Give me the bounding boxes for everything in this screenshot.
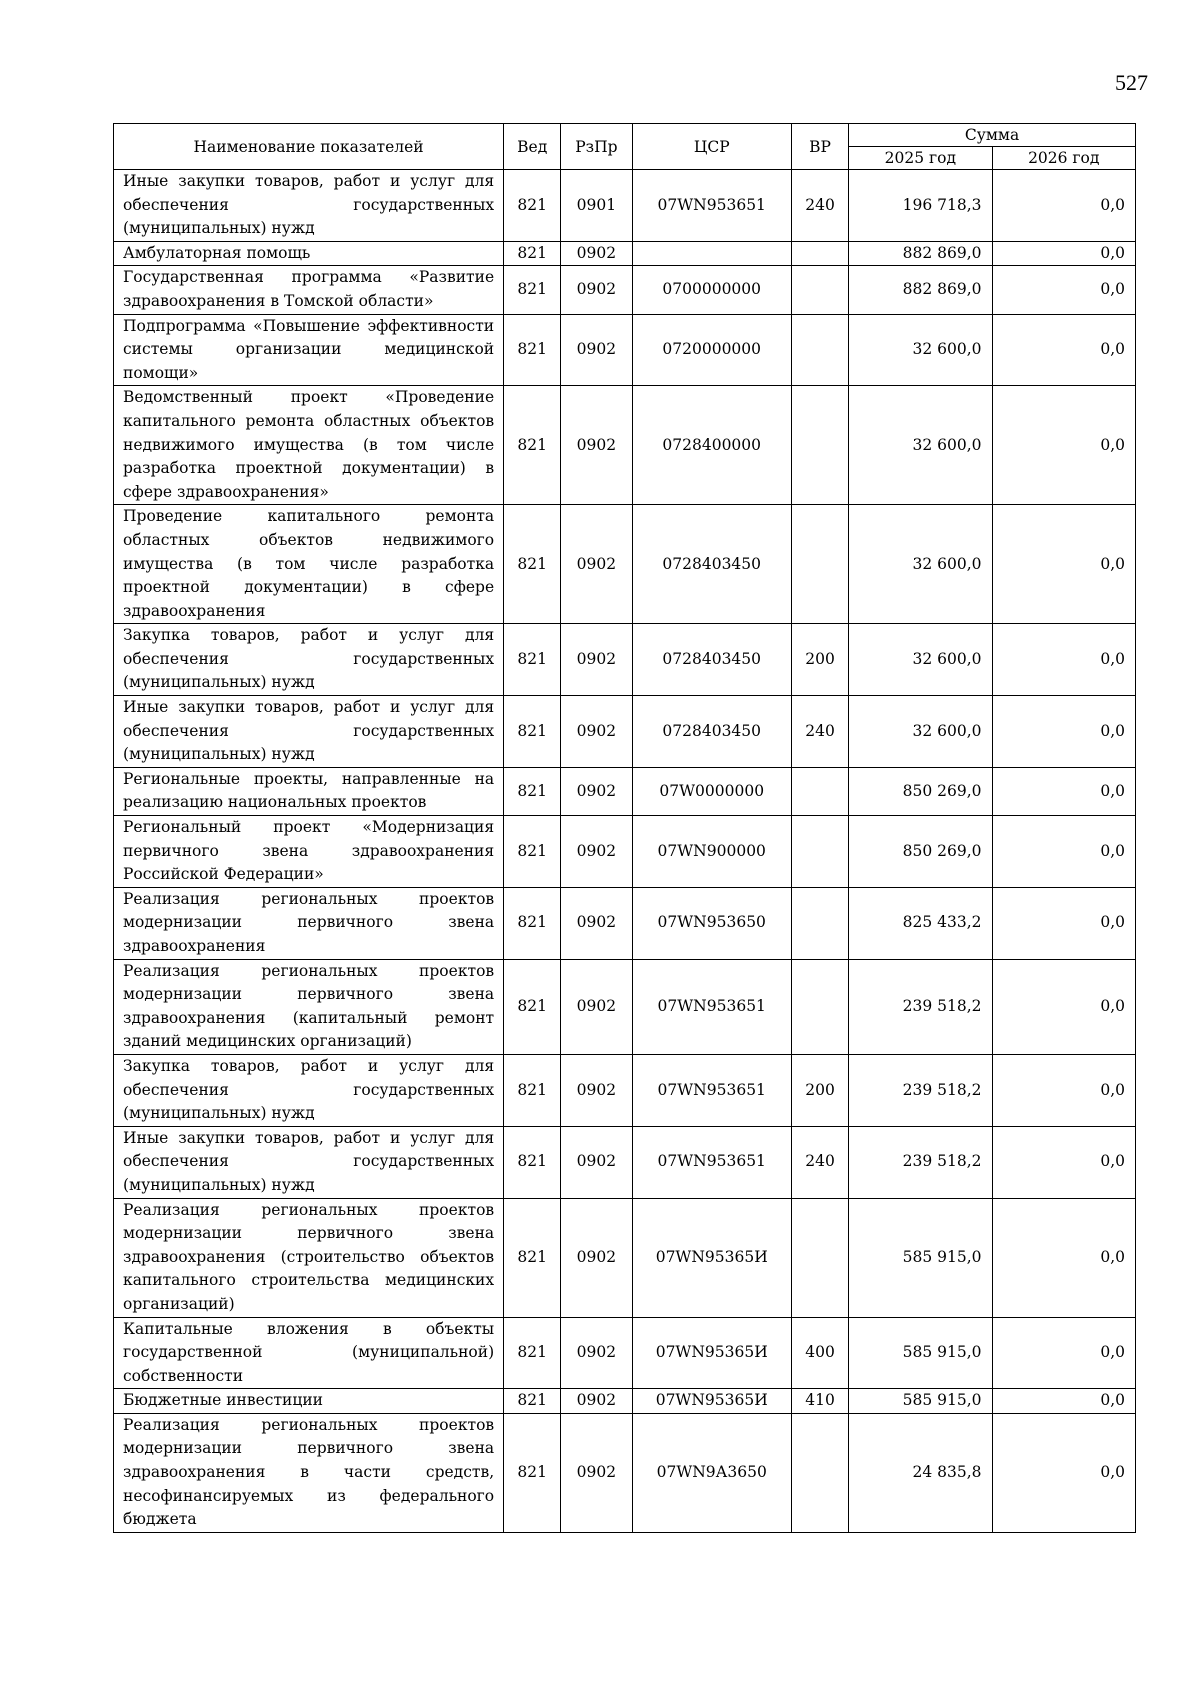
cell-vr [791, 887, 848, 959]
cell-csr: 07WN95365И [632, 1389, 791, 1414]
table-row [114, 696, 1136, 768]
cell-sum-2026: 0,0 [992, 1198, 1135, 1317]
header-sum: Сумма [849, 124, 1136, 147]
cell-rzpr: 0902 [561, 1054, 632, 1126]
cell-rzpr: 0902 [561, 266, 632, 314]
cell-vr [791, 241, 848, 266]
cell-name: Закупка товаров, работ и услуг для обеспечения государственных (муниципальных) нужд [114, 1054, 504, 1126]
cell-ved: 821 [504, 241, 561, 266]
cell-rzpr: 0902 [561, 241, 632, 266]
cell-name: Капитальные вложения в объекты государственной (муниципальной) собственности [114, 1317, 504, 1389]
cell-sum-2025: 32 600,0 [849, 505, 992, 624]
cell-csr: 07WN953651 [632, 959, 791, 1054]
cell-sum-2025: 32 600,0 [849, 386, 992, 505]
cell-ved: 821 [504, 386, 561, 505]
cell-vr [791, 386, 848, 505]
header-name: Наименование показателей [114, 124, 504, 170]
cell-vr [791, 816, 848, 888]
cell-csr: 0700000000 [632, 266, 791, 314]
cell-sum-2025: 239 518,2 [849, 1054, 992, 1126]
cell-rzpr: 0902 [561, 767, 632, 815]
cell-sum-2026: 0,0 [992, 1126, 1135, 1198]
cell-vr: 400 [791, 1317, 848, 1389]
cell-rzpr: 0902 [561, 1126, 632, 1198]
cell-vr [791, 959, 848, 1054]
cell-rzpr: 0902 [561, 505, 632, 624]
table-row [114, 1389, 1136, 1414]
cell-sum-2025: 32 600,0 [849, 624, 992, 696]
cell-name: Реализация региональных проектов модернизации первичного звена здравоохранения (капитальный ремонт зданий медицинских организаций) [114, 959, 504, 1054]
cell-rzpr: 0902 [561, 696, 632, 768]
cell-rzpr: 0902 [561, 1413, 632, 1532]
table-row [114, 505, 1136, 624]
cell-sum-2026: 0,0 [992, 959, 1135, 1054]
cell-name: Иные закупки товаров, работ и услуг для обеспечения государственных (муниципальных) нужд [114, 696, 504, 768]
table-row [114, 887, 1136, 959]
cell-name: Закупка товаров, работ и услуг для обеспечения государственных (муниципальных) нужд [114, 624, 504, 696]
cell-csr: 0720000000 [632, 314, 791, 386]
cell-rzpr: 0902 [561, 624, 632, 696]
cell-name: Реализация региональных проектов модернизации первичного звена здравоохранения (строительство объектов капитального строительства медицинских организаций) [114, 1198, 504, 1317]
cell-name: Ведомственный проект «Проведение капитального ремонта областных объектов недвижимого имущества (в том числе разработка проектной документации) в сфере здравоохранения» [114, 386, 504, 505]
cell-sum-2025: 32 600,0 [849, 696, 992, 768]
cell-sum-2026: 0,0 [992, 1413, 1135, 1532]
cell-name: Региональные проекты, направленные на реализацию национальных проектов [114, 767, 504, 815]
cell-name: Иные закупки товаров, работ и услуг для обеспечения государственных (муниципальных) нужд [114, 170, 504, 242]
cell-csr: 07WN953651 [632, 1126, 791, 1198]
cell-ved: 821 [504, 314, 561, 386]
cell-csr: 07WN900000 [632, 816, 791, 888]
cell-ved: 821 [504, 1413, 561, 1532]
cell-name: Бюджетные инвестиции [114, 1389, 504, 1414]
table-body [114, 170, 1136, 1533]
cell-sum-2025: 850 269,0 [849, 767, 992, 815]
table-row [114, 170, 1136, 242]
cell-csr: 07WN953651 [632, 1054, 791, 1126]
cell-sum-2025: 850 269,0 [849, 816, 992, 888]
cell-csr: 0728403450 [632, 696, 791, 768]
table-row [114, 624, 1136, 696]
cell-vr [791, 266, 848, 314]
cell-vr [791, 1198, 848, 1317]
cell-vr: 200 [791, 624, 848, 696]
cell-sum-2026: 0,0 [992, 386, 1135, 505]
cell-name: Проведение капитального ремонта областных объектов недвижимого имущества (в том числе разработка проектной документации) в сфере здравоохранения [114, 505, 504, 624]
cell-sum-2025: 196 718,3 [849, 170, 992, 242]
cell-sum-2026: 0,0 [992, 241, 1135, 266]
cell-ved: 821 [504, 767, 561, 815]
cell-ved: 821 [504, 816, 561, 888]
cell-rzpr: 0902 [561, 1198, 632, 1317]
cell-rzpr: 0902 [561, 314, 632, 386]
cell-csr: 0728403450 [632, 505, 791, 624]
cell-sum-2026: 0,0 [992, 1317, 1135, 1389]
cell-ved: 821 [504, 887, 561, 959]
cell-vr: 240 [791, 696, 848, 768]
cell-csr: 0728403450 [632, 624, 791, 696]
cell-name: Подпрограмма «Повышение эффективности системы организации медицинской помощи» [114, 314, 504, 386]
table-row [114, 959, 1136, 1054]
cell-sum-2026: 0,0 [992, 887, 1135, 959]
cell-ved: 821 [504, 696, 561, 768]
cell-vr: 240 [791, 170, 848, 242]
cell-ved: 821 [504, 624, 561, 696]
cell-sum-2026: 0,0 [992, 266, 1135, 314]
cell-sum-2025: 239 518,2 [849, 959, 992, 1054]
cell-ved: 821 [504, 1389, 561, 1414]
table-row [114, 1054, 1136, 1126]
cell-sum-2025: 585 915,0 [849, 1198, 992, 1317]
cell-rzpr: 0902 [561, 386, 632, 505]
header-csr: ЦСР [632, 124, 791, 170]
cell-sum-2025: 882 869,0 [849, 241, 992, 266]
cell-name: Региональный проект «Модернизация первичного звена здравоохранения Российской Федерации» [114, 816, 504, 888]
cell-ved: 821 [504, 170, 561, 242]
table-row [114, 241, 1136, 266]
cell-sum-2026: 0,0 [992, 505, 1135, 624]
cell-sum-2026: 0,0 [992, 1389, 1135, 1414]
cell-rzpr: 0902 [561, 1389, 632, 1414]
cell-sum-2025: 585 915,0 [849, 1389, 992, 1414]
cell-sum-2025: 24 835,8 [849, 1413, 992, 1532]
cell-ved: 821 [504, 1054, 561, 1126]
cell-ved: 821 [504, 266, 561, 314]
cell-sum-2025: 882 869,0 [849, 266, 992, 314]
table-row [114, 1413, 1136, 1532]
cell-rzpr: 0902 [561, 816, 632, 888]
table-row [114, 386, 1136, 505]
cell-csr: 0728400000 [632, 386, 791, 505]
page-number: 527 [1115, 70, 1148, 95]
cell-name: Реализация региональных проектов модернизации первичного звена здравоохранения в части средств, несофинансируемых из федерального бюджета [114, 1413, 504, 1532]
cell-ved: 821 [504, 505, 561, 624]
cell-vr [791, 767, 848, 815]
cell-csr: 07WN95365И [632, 1198, 791, 1317]
cell-name: Реализация региональных проектов модернизации первичного звена здравоохранения [114, 887, 504, 959]
cell-name: Иные закупки товаров, работ и услуг для обеспечения государственных (муниципальных) нужд [114, 1126, 504, 1198]
table-row [114, 1126, 1136, 1198]
budget-table [113, 123, 1136, 1533]
cell-vr: 200 [791, 1054, 848, 1126]
cell-ved: 821 [504, 1126, 561, 1198]
header-year-2026: 2026 год [992, 147, 1135, 170]
header-ved: Вед [504, 124, 561, 170]
header-year-2025: 2025 год [849, 147, 992, 170]
cell-csr: 07WN9А3650 [632, 1413, 791, 1532]
cell-vr [791, 1413, 848, 1532]
cell-sum-2026: 0,0 [992, 767, 1135, 815]
cell-ved: 821 [504, 1317, 561, 1389]
cell-vr: 410 [791, 1389, 848, 1414]
cell-csr: 07WN953650 [632, 887, 791, 959]
cell-name: Государственная программа «Развитие здравоохранения в Томской области» [114, 266, 504, 314]
cell-rzpr: 0902 [561, 959, 632, 1054]
table-header [114, 124, 1136, 170]
cell-csr [632, 241, 791, 266]
cell-rzpr: 0901 [561, 170, 632, 242]
cell-ved: 821 [504, 1198, 561, 1317]
cell-rzpr: 0902 [561, 887, 632, 959]
table-row [114, 314, 1136, 386]
table-row [114, 767, 1136, 815]
cell-sum-2025: 239 518,2 [849, 1126, 992, 1198]
table-row [114, 266, 1136, 314]
cell-csr: 07WN95365И [632, 1317, 791, 1389]
cell-rzpr: 0902 [561, 1317, 632, 1389]
table-row [114, 816, 1136, 888]
cell-sum-2025: 825 433,2 [849, 887, 992, 959]
cell-vr: 240 [791, 1126, 848, 1198]
cell-sum-2026: 0,0 [992, 624, 1135, 696]
header-vr: ВР [791, 124, 848, 170]
cell-sum-2026: 0,0 [992, 170, 1135, 242]
header-rzpr: РзПр [561, 124, 632, 170]
table-row [114, 1317, 1136, 1389]
cell-ved: 821 [504, 959, 561, 1054]
cell-sum-2026: 0,0 [992, 1054, 1135, 1126]
cell-sum-2026: 0,0 [992, 816, 1135, 888]
cell-vr [791, 505, 848, 624]
cell-csr: 07W0000000 [632, 767, 791, 815]
cell-name: Амбулаторная помощь [114, 241, 504, 266]
cell-sum-2026: 0,0 [992, 696, 1135, 768]
table-row [114, 1198, 1136, 1317]
cell-sum-2025: 585 915,0 [849, 1317, 992, 1389]
cell-csr: 07WN953651 [632, 170, 791, 242]
cell-sum-2025: 32 600,0 [849, 314, 992, 386]
cell-vr [791, 314, 848, 386]
cell-sum-2026: 0,0 [992, 314, 1135, 386]
